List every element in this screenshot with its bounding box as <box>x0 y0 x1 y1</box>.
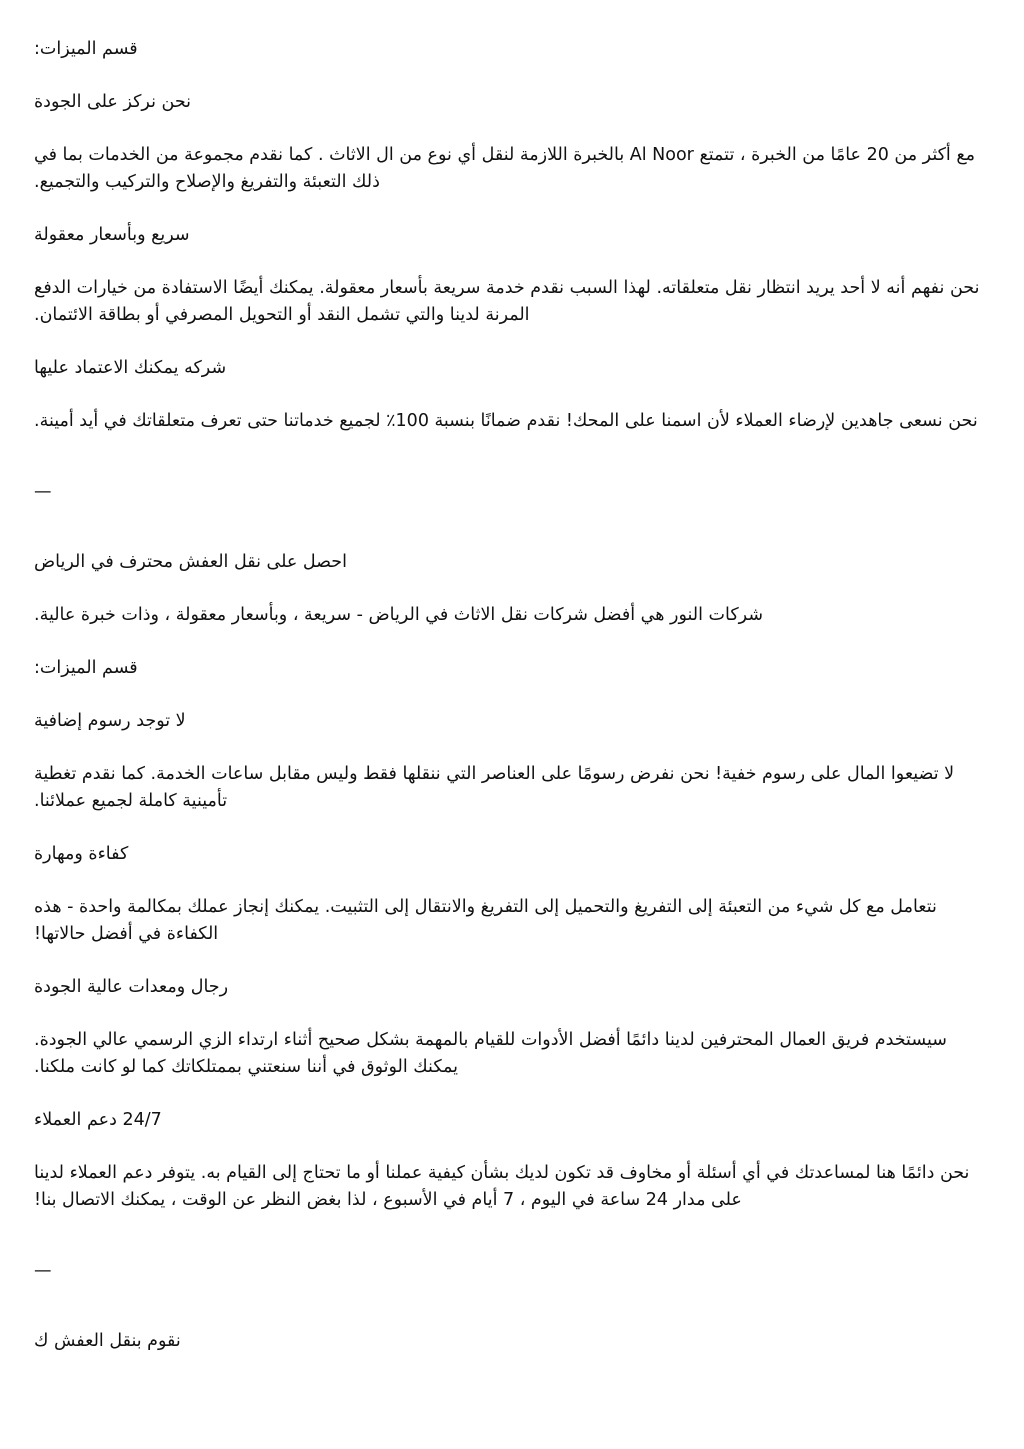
paragraph-experience: مع أكثر من 20 عامًا من الخبرة ، تتمتع Al Noor بالخبرة اللازمة لنقل أي نوع من ال الاثاث . كما نقدم مجموعة من الخدمات بما في ذلك التعبئة والتفريغ والإصلاح والتركيب والتجميع. <box>34 145 976 192</box>
paragraph-efficiency: نتعامل مع كل شيء من التعبئة إلى التفريغ والتحميل إلى التفريغ والانتقال إلى التثبيت. يمكنك إنجاز عملك بمكالمة واحدة - هذه الكفاءة في أفضل حالاتها! <box>34 897 937 944</box>
heading-quality: نحن نركز على الجودة <box>34 92 192 112</box>
heading-efficiency: كفاءة ومهارة <box>34 844 129 864</box>
heading-no-extra-fees: لا توجد رسوم إضافية <box>34 711 186 731</box>
heading-support: 24/7 دعم العملاء <box>34 1110 162 1130</box>
separator: — <box>34 1260 52 1281</box>
paragraph-reliable: نحن نسعى جاهدين لإرضاء العملاء لأن اسمنا على المحك! نقدم ضمانًا بنسبة 100٪ لجميع خدماتنا حتى تعرف متعلقاتك في أيد أمينة. <box>34 411 978 431</box>
paragraph-support: نحن دائمًا هنا لمساعدتك في أي أسئلة أو مخاوف قد تكون لديك بشأن كيفية عملنا أو ما تحتاج إلى القيام به. يتوفر دعم العملاء لدينا على مدار 24 ساعة في اليوم ، 7 أيام في الأسبوع ، لذا بغض النظر عن الوقت ، يمكنك الاتصال بنا! <box>34 1163 970 1210</box>
heading-reliable: شركه يمكنك الاعتماد عليها <box>34 358 227 378</box>
heading-quality-crew: رجال ومعدات عالية الجودة <box>34 977 229 997</box>
paragraph-quality-crew: سيستخدم فريق العمال المحترفين لدينا دائمًا أفضل الأدوات للقيام بالمهمة بشكل صحيح أثناء ارتداء الزي الرسمي عالي الجودة. يمكنك الوثوق في أننا سنعتني بممتلكاتك كما لو كانت ملكنا. <box>34 1030 947 1077</box>
heading-we-move: نقوم بنقل العفش ك <box>34 1331 181 1351</box>
heading-professional-moving: احصل على نقل العفش محترف في الرياض <box>34 552 347 572</box>
paragraph-fast-affordable: نحن نفهم أنه لا أحد يريد انتظار نقل متعلقاته. لهذا السبب نقدم خدمة سريعة بأسعار معقولة. يمكنك أيضًا الاستفادة من خيارات الدفع المرنة لدينا والتي تشمل النقد أو التحويل المصرفي أو بطاقة الائتمان. <box>34 278 980 325</box>
paragraph-no-extra-fees: لا تضيعوا المال على رسوم خفية! نحن نفرض رسومًا على العناصر التي ننقلها فقط وليس مقابل ساعات الخدمة. كما نقدم تغطية تأمينية كاملة لجميع عملائنا. <box>34 764 955 811</box>
document-page <box>34 36 984 1355</box>
heading-fast-affordable: سريع وبأسعار معقولة <box>34 225 190 245</box>
section-label: قسم الميزات: <box>34 39 138 59</box>
section-label: قسم الميزات: <box>34 658 138 678</box>
separator: — <box>34 481 52 502</box>
paragraph-company-intro: شركات النور هي أفضل شركات نقل الاثاث في الرياض - سريعة ، وبأسعار معقولة ، وذات خبرة عالية. <box>34 605 764 625</box>
